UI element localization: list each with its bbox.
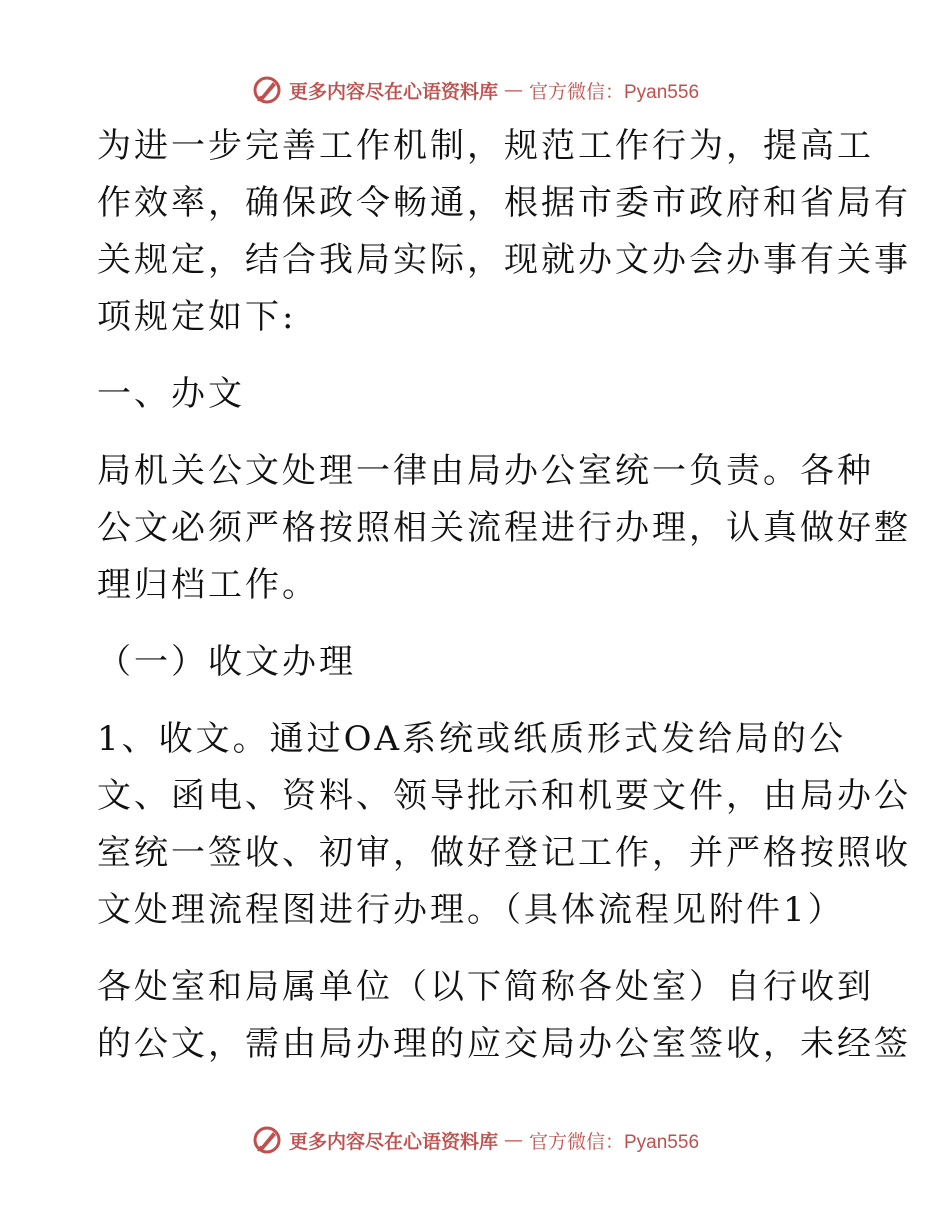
document-body [97,118,911,1093]
text-line: 关规定，结合我局实际，现就办文办会办事有关事 [97,240,911,280]
paragraph-intro [97,118,911,346]
paragraph-document-handling [97,443,911,614]
text-line: 各处室和局属单位（以下简称各处室）自行收到 [97,967,874,1007]
section-heading-document-handling: 一、办文 [97,374,245,414]
watermark-brand: 更多内容尽在心语资料库 [288,80,498,103]
text-line: 为进一步完善工作机制，规范工作行为，提高工 [97,126,874,166]
header-watermark [0,70,950,110]
watermark-separator: — [504,1129,523,1151]
paragraph-departments [97,959,911,1073]
text-line: 室统一签收、初审，做好登记工作，并严格按照收 [97,833,911,873]
text-line: 文、函电、资料、领导批示和机要文件，由局办公 [97,776,911,816]
text-line: 局机关公文处理一律由局办公室统一负责。各种 [97,451,874,491]
watermark-contact: 官方微信：Pyan556 [529,81,700,103]
quill-logo-icon [251,74,283,106]
text-line: 1、收文。通过OA系统或纸质形式发给局的公 [97,719,847,759]
watermark-contact: 官方微信：Pyan556 [529,1131,700,1153]
watermark-brand: 更多内容尽在心语资料库 [288,1130,498,1153]
paragraph-receiving [97,711,911,939]
text-line: 理归档工作。 [97,565,319,605]
text-line: 公文必须严格按照相关流程进行办理，认真做好整 [97,508,911,548]
footer-watermark [0,1120,950,1160]
text-line: 文处理流程图进行办理。（具体流程见附件1） [97,890,845,930]
text-line: 的公文，需由局办理的应交局办公室签收，未经签 [97,1024,911,1064]
watermark-separator: — [504,79,523,101]
quill-logo-icon [251,1124,283,1156]
text-line: 作效率，确保政令畅通，根据市委市政府和省局有 [97,183,911,223]
subsection-heading-receiving: （一）收文办理 [97,642,356,682]
text-line: 项规定如下: [97,297,297,337]
